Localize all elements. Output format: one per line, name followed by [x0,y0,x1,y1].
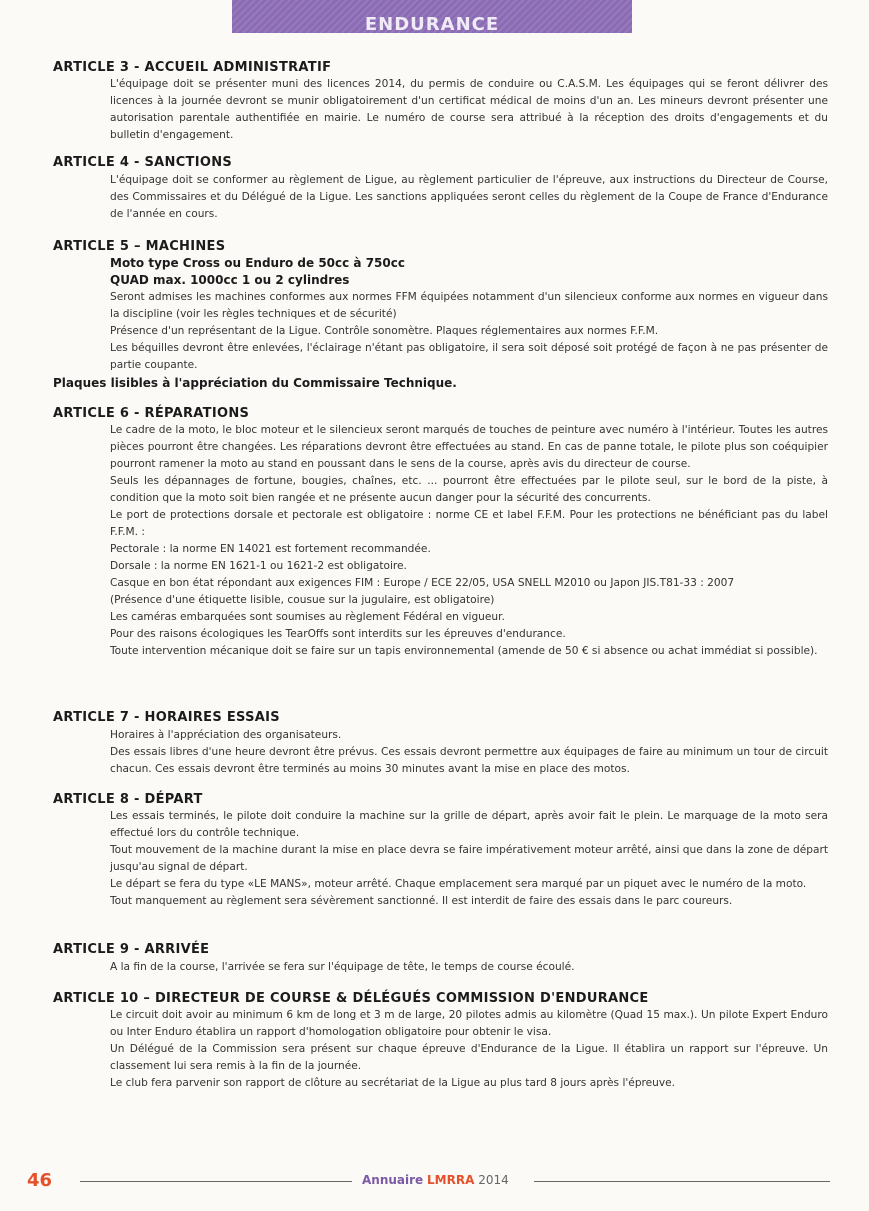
article-6-paragraph-3: Le port de protections dorsale et pectorale est obligatoire : norme CE et label F.F.M. Pour les protections ne bénéficiant pas du label F.F.M. : [110,509,828,538]
article-9-body [110,959,828,976]
article-8-paragraph-3: Le départ se fera du type «LE MANS», moteur arrêté. Chaque emplacement sera marqué par un piquet avec le numéro de la moto. [110,878,807,890]
article-3-paragraph: L'équipage doit se présenter muni des licences 2014, du permis de conduire ou C.A.S.M. Les équipages qui se feront délivrer des licences à la journée devront se munir obligatoirement d'un certificat médical de moins d'un an. Les mineurs devront présenter une autorisation parentale authentifiée en mairie. Le numéro de course sera attribué à la réception des droits d'engagements et du bulletin d'engagement. [110,78,828,141]
article-7-paragraph-1: Horaires à l'appréciation des organisateurs. [110,729,342,741]
article-5-body [110,255,828,374]
footer-rule-left [80,1181,352,1182]
article-6-paragraph-5: Dorsale : la norme EN 1621-1 ou 1621-2 est obligatoire. [110,560,407,572]
article-5-closing-note: Plaques lisibles à l'appréciation du Commissaire Technique. [53,376,457,390]
article-8-paragraph-4: Tout manquement au règlement sera sévèrement sanctionné. Il est interdit de faire des essais dans le parc coureurs. [110,895,733,907]
article-5-paragraph-1: Seront admises les machines conformes aux normes FFM équipées notamment d'un silencieux conforme aux normes en vigueur dans la discipline (voir les règles techniques et de sécurité) [110,291,828,320]
page-footer [0,1170,869,1194]
section-title: ENDURANCE [364,14,500,35]
article-8-paragraph-1: Les essais terminés, le pilote doit conduire la machine sur la grille de départ, après avoir fait le plein. Le marquage de la moto sera effectué lors du contrôle technique. [110,810,828,839]
article-6-paragraph-8: Les caméras embarquées sont soumises au règlement Fédéral en vigueur. [110,611,505,623]
article-6-paragraph-4: Pectorale : la norme EN 14021 est fortement recommandée. [110,543,431,555]
article-9-paragraph: A la fin de la course, l'arrivée se fera sur l'équipage de tête, le temps de course écoulé. [110,961,575,973]
footer-publication [362,1173,509,1187]
article-8-body [110,808,828,910]
article-6-paragraph-10: Toute intervention mécanique doit se faire sur un tapis environnemental (amende de 50 € si absence ou achat immédiat si possible). [110,645,818,657]
article-4-title: ARTICLE 4 - SANCTIONS [53,155,233,170]
article-8-title: ARTICLE 8 - DÉPART [53,792,203,807]
article-5-title: ARTICLE 5 – MACHINES [53,239,226,254]
article-4-body [110,172,828,223]
article-6-paragraph-2: Seuls les dépannages de fortune, bougies, chaînes, etc. ... pourront être effectuées par le pilote seul, sur le bord de la piste, à condition que la moto soit bien rangée et ne présente aucun danger pour la sécurité des concurrents. [110,475,828,504]
article-3-title: ARTICLE 3 - ACCUEIL ADMINISTRATIF [53,60,332,75]
article-3-body [110,76,828,144]
article-6-body [110,422,828,660]
page-number: 46 [27,1170,53,1191]
article-6-paragraph-6: Casque en bon état répondant aux exigences FIM : Europe / ECE 22/05, USA SNELL M2010 ou Japon JIS.T81-33 : 2007 [110,577,735,589]
article-10-title: ARTICLE 10 – DIRECTEUR DE COURSE & DÉLÉGUÉS COMMISSION D'ENDURANCE [53,991,649,1006]
article-4-paragraph: L'équipage doit se conformer au règlement de Ligue, au règlement particulier de l'épreuve, aux instructions du Directeur de Course, des Commissaires et du Délégué de la Ligue. Les sanctions appliquées seront celles du règlement de la Coupe de France d'Endurance de l'année en cours. [110,174,828,220]
footer-rule-right [534,1181,830,1182]
article-5-paragraph-2: Présence d'un représentant de la Ligue. Contrôle sonomètre. Plaques réglementaires aux normes F.F.M. [110,325,659,337]
article-7-body [110,727,828,778]
article-8-paragraph-2: Tout mouvement de la machine durant la mise en place devra se faire impérativement moteur arrêté, ainsi que dans la zone de départ jusqu'au signal de départ. [110,844,828,873]
footer-brand: LMRRA [427,1173,475,1187]
article-5-paragraph-3: Les béquilles devront être enlevées, l'éclairage n'étant pas obligatoire, il sera soit déposé soit protégé de façon à ne pas présenter de partie coupante. [110,342,828,371]
article-10-paragraph-1: Le circuit doit avoir au minimum 6 km de long et 3 m de large, 20 pilotes admis au kilomètre (Quad 15 max.). Un pilote Expert Enduro ou Inter Enduro établira un rapport d'homologation obligatoire pour obtenir le visa. [110,1009,828,1038]
footer-publication-name: Annuaire [362,1173,424,1187]
article-6-paragraph-1: Le cadre de la moto, le bloc moteur et le silencieux seront marqués de touches de peinture avec numéro à l'intérieur. Toutes les autres pièces pourront être changées. Les réparations devront être effectuées au stand. En cas de panne totale, le pilote plus son coéquipier pourront ramener la moto au stand en poussant dans le sens de la course, après avis du directeur de course. [110,424,828,470]
footer-year: 2014 [478,1173,509,1187]
article-10-paragraph-3: Le club fera parvenir son rapport de clôture au secrétariat de la Ligue au plus tard 8 jours après l'épreuve. [110,1077,676,1089]
article-7-paragraph-2: Des essais libres d'une heure devront être prévus. Ces essais devront permettre aux équipages de faire au minimum un tour de circuit chacun. Ces essais devront être terminés au moins 30 minutes avant la mise en place des motos. [110,746,828,775]
article-5-bold-line-2: QUAD max. 1000cc 1 ou 2 cylindres [110,273,350,287]
article-6-paragraph-7: (Présence d'une étiquette lisible, cousue sur la jugulaire, est obligatoire) [110,594,495,606]
article-5-bold-line-1: Moto type Cross ou Enduro de 50cc à 750cc [110,256,405,270]
article-6-title: ARTICLE 6 - RÉPARATIONS [53,406,250,421]
article-9-title: ARTICLE 9 - ARRIVÉE [53,942,210,957]
article-10-body [110,1007,828,1092]
article-6-paragraph-9: Pour des raisons écologiques les TearOffs sont interdits sur les épreuves d'endurance. [110,628,566,640]
article-10-paragraph-2: Un Délégué de la Commission sera présent sur chaque épreuve d'Endurance de la Ligue. Il établira un rapport sur l'épreuve. Un classement lui sera remis à la fin de la journée. [110,1043,828,1072]
section-header-band [232,0,632,33]
article-7-title: ARTICLE 7 - HORAIRES ESSAIS [53,710,280,725]
